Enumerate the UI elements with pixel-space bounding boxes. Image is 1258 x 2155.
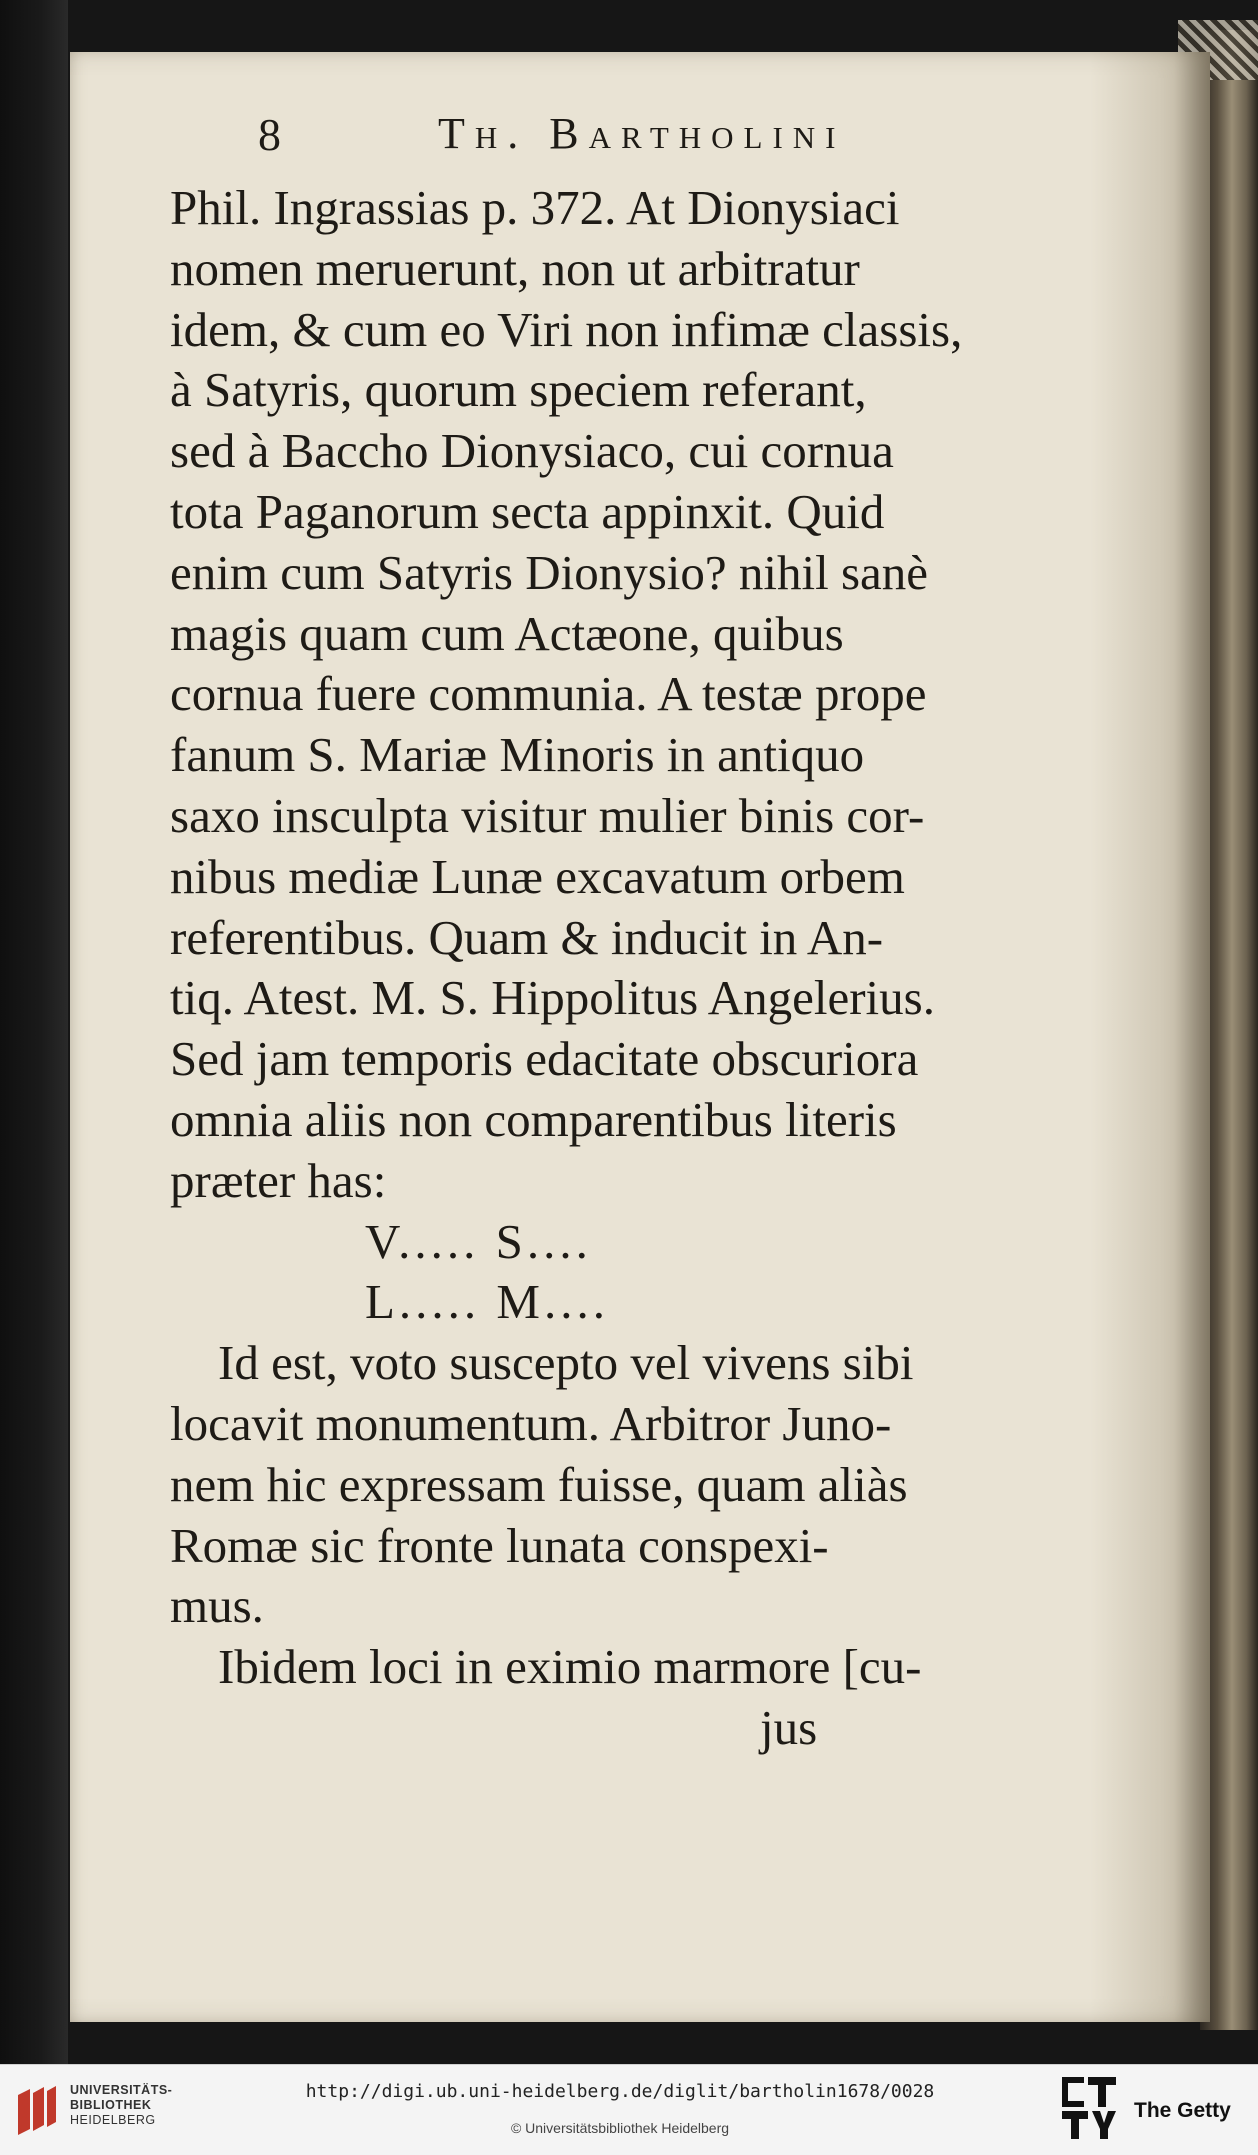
text-line: præter has: [170,1152,387,1208]
text-line: locavit monumentum. Arbitror Juno- [170,1396,892,1451]
text-line: Phil. Ingrassias p. 372. At Dionysiaci [170,180,900,235]
text-line: Id est, voto suscepto vel vivens sibi [218,1335,914,1391]
partner-name: The Getty [1134,2099,1231,2122]
text-line: nomen meruerunt, non ut arbitratur [170,240,860,296]
copyright-notice: © Universitätsbibliothek Heidelberg [510,2120,730,2136]
scan-background-left [0,0,68,2064]
text-line: à Satyris, quorum speciem referant, [170,362,867,418]
page-number: 8 [258,109,281,160]
text-line: jus [760,1700,818,1755]
viewer-footer [0,2064,1258,2155]
text-line: fanum S. Mariæ Minoris in antiquo [170,727,865,783]
permalink-url[interactable]: http://digi.ub.uni-heidelberg.de/diglit/bartholin1678/0028 [305,2081,935,2102]
text-line: Ibidem loci in eximio marmore [cu- [218,1639,922,1695]
text-line: referentibus. Quam & inducit in An- [170,909,884,965]
text-line: sed à Baccho Dionysiaco, cui cornua [170,423,894,479]
text-line: saxo insculpta visitur mulier binis cor- [170,788,925,843]
text-line: L..... M.... [365,1274,609,1330]
text-line: nem hic expressam fuisse, quam aliàs [170,1456,908,1512]
ub-heidelberg-logo-icon [14,2085,60,2139]
text-line: nibus mediæ Lunæ excavatum orbem [170,848,905,904]
page-text [170,108,1155,1755]
text-line: idem, & cum eo Viri non infimæ classis, [170,301,963,357]
text-line: tota Paganorum secta appinxit. Quid [170,484,885,539]
running-title: Th. Bartholini [438,109,846,158]
institution-line: HEIDELBERG [70,2113,156,2127]
ub-heidelberg-wordmark [70,2083,172,2128]
text-line: mus. [170,1578,264,1634]
institution-line: BIBLIOTHEK [70,2098,152,2112]
institution-line: UNIVERSITÄTS- [70,2083,173,2097]
text-line: V..... S.... [365,1213,592,1269]
text-line: Sed jam temporis edacitate obscuriora [170,1031,919,1087]
page-header [170,108,1155,170]
text-line: Romæ sic fronte lunata conspexi- [170,1517,829,1573]
text-line: cornua fuere communia. A testæ prope [170,666,927,722]
text-line: magis quam cum Actæone, quibus [170,605,844,661]
text-line: enim cum Satyris Dionysio? nihil sanè [170,544,929,600]
getty-logo-icon [1060,2075,1120,2141]
text-line: tiq. Atest. M. S. Hippolitus Angelerius. [170,970,935,1026]
text-line: omnia aliis non comparentibus literis [170,1092,897,1147]
